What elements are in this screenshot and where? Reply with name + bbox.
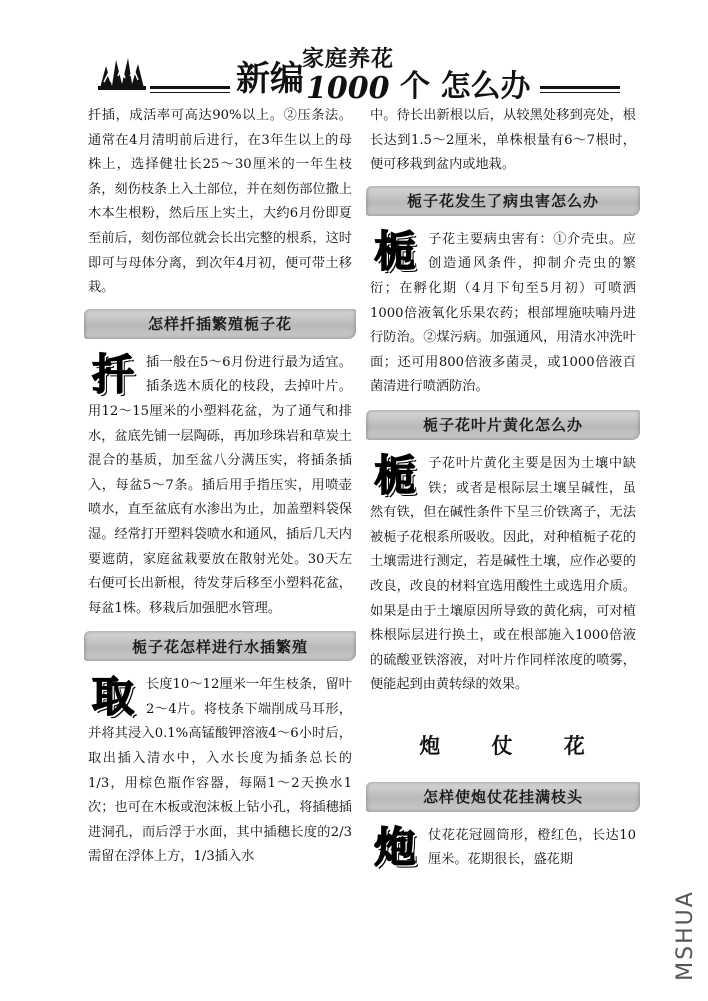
section-heading-cutting: 怎样扦插繁殖栀子花 <box>84 309 356 339</box>
drop-cap: 扦 <box>91 349 134 399</box>
section-heading-water-cutting: 栀子花怎样进行水插繁殖 <box>84 631 356 661</box>
section-heading-yellowing: 栀子花叶片黄化怎么办 <box>366 410 640 440</box>
header-title-number: 1000 <box>306 71 390 106</box>
header-title-top: 家庭养花 <box>302 46 395 72</box>
drop-cap: 炮 <box>373 822 416 872</box>
section-text-water-cutting: 长度10～12厘米一年生枝条，留叶2～4片。将枝条下端削成马耳形，并将其浸入0.1%高锰酸钾溶液4～6小时后，取出插入清水中，入水长度为插条总长的1/3，用棕色瓶作容器，每隔1～2天换水1次；也可在木板或泡沫板上钻小孔，将插穗插进洞孔，而后浮于水面，其中插穗长度的2/3需留在浮体上方，1/3插入水 <box>88 677 352 865</box>
section-body-water-cutting <box>88 673 352 870</box>
right-column <box>370 104 636 873</box>
section-heading-flame-vine: 怎样使炮仗花挂满枝头 <box>366 782 640 812</box>
right-intro-text: 中。待长出新根以后，从较黑处移到亮处，根长达到1.5～2厘米，单株根量有6～7根时，便可移栽到盆内或地栽。 <box>370 108 636 173</box>
section-text-pests: 子花主要病虫害有：①介壳虫。应创造通风条件，抑制介壳虫的繁衍；在孵化期（4月下旬至5月初）可喷洒1000倍液氧化乐果农药；根部埋施呋喃丹进行防治。②煤污病。加强通风，用清水冲洗叶面；还可用800倍液多菌灵，或1000倍液百菌清进行喷洒防治。 <box>370 231 636 395</box>
plant-section-title: 炮 仗 花 <box>419 733 607 758</box>
watermark-text: MSHUA <box>672 889 698 981</box>
section-body-pests <box>370 228 636 400</box>
drop-cap: 取 <box>91 672 134 722</box>
header-rule-right-thin <box>540 92 620 93</box>
section-heading-pests: 栀子花发生了病虫害怎么办 <box>366 186 640 216</box>
header-rule-left-thin <box>150 92 230 93</box>
header-xinbian: 新编 <box>236 59 304 99</box>
header-rule-right <box>540 86 620 89</box>
section-body-flame-vine <box>370 824 636 873</box>
section-text-yellowing: 子花叶片黄化主要是因为土壤中缺铁；或者是根际层土壤呈碱性，虽然有铁，但在碱性条件下呈三价铁离子，无法被栀子花根系所吸收。因此，对种植栀子花的土壤需进行测定，若是碱性土壤，应作必要的改良，改良的材料宜选用酸性土或选用介质。如果是由于土壤原因所导致的黄化病，可对植株根际层进行换土，或在根部施入1000倍液的硫酸亚铁溶液，对叶片作同样浓度的喷雾，便能起到由黄转绿的效果。 <box>370 455 636 693</box>
flower-logo-icon <box>96 52 148 92</box>
left-intro-text: 扦插，成活率可高达90%以上。②压条法。通常在4月清明前后进行，在3年生以上的母株上，选择健壮长25～30厘米的一年生枝条，刻伤枝条上入土部位，并在刻伤部位撒上木本生根粉，然后压上实土，大约6月份即夏至前后，刻伤部位就会长出完整的根系，这时即可与母体分离，到次年4月初，便可带土移栽。 <box>88 108 352 296</box>
watermark <box>670 880 700 990</box>
section-text-flame-vine: 仗花花冠圆筒形，橙红色，长达10厘米。花期很长，盛花期 <box>428 827 636 868</box>
section-body-cutting <box>88 351 352 622</box>
header-rule-left <box>150 86 230 89</box>
section-body-yellowing <box>370 452 636 698</box>
header-title-rest: 个 怎么办 <box>400 69 531 104</box>
left-column <box>88 104 352 870</box>
drop-cap: 栀 <box>373 450 416 500</box>
drop-cap: 栀 <box>373 226 416 276</box>
section-text-cutting: 插一般在5～6月份进行最为适宜。插条选木质化的枝段，去掉叶片。用12～15厘米的小塑料花盆，为了通气和排水，盆底先铺一层陶砾，再加珍珠岩和草炭土混合的基质，加至盆八分满压实，将插条插入，每盆5～7条。插后用手指压实，用喷壶喷水，直至盆底有水渗出为止，加盖塑料袋保湿。经常打开塑料袋喷水和通风，插后几天内要遮荫，家庭盆栽要放在散射光处。30天左右便可长出新根，待发芽后移至小塑料花盆，每盆1株。移栽后加强肥水管理。 <box>88 354 352 616</box>
